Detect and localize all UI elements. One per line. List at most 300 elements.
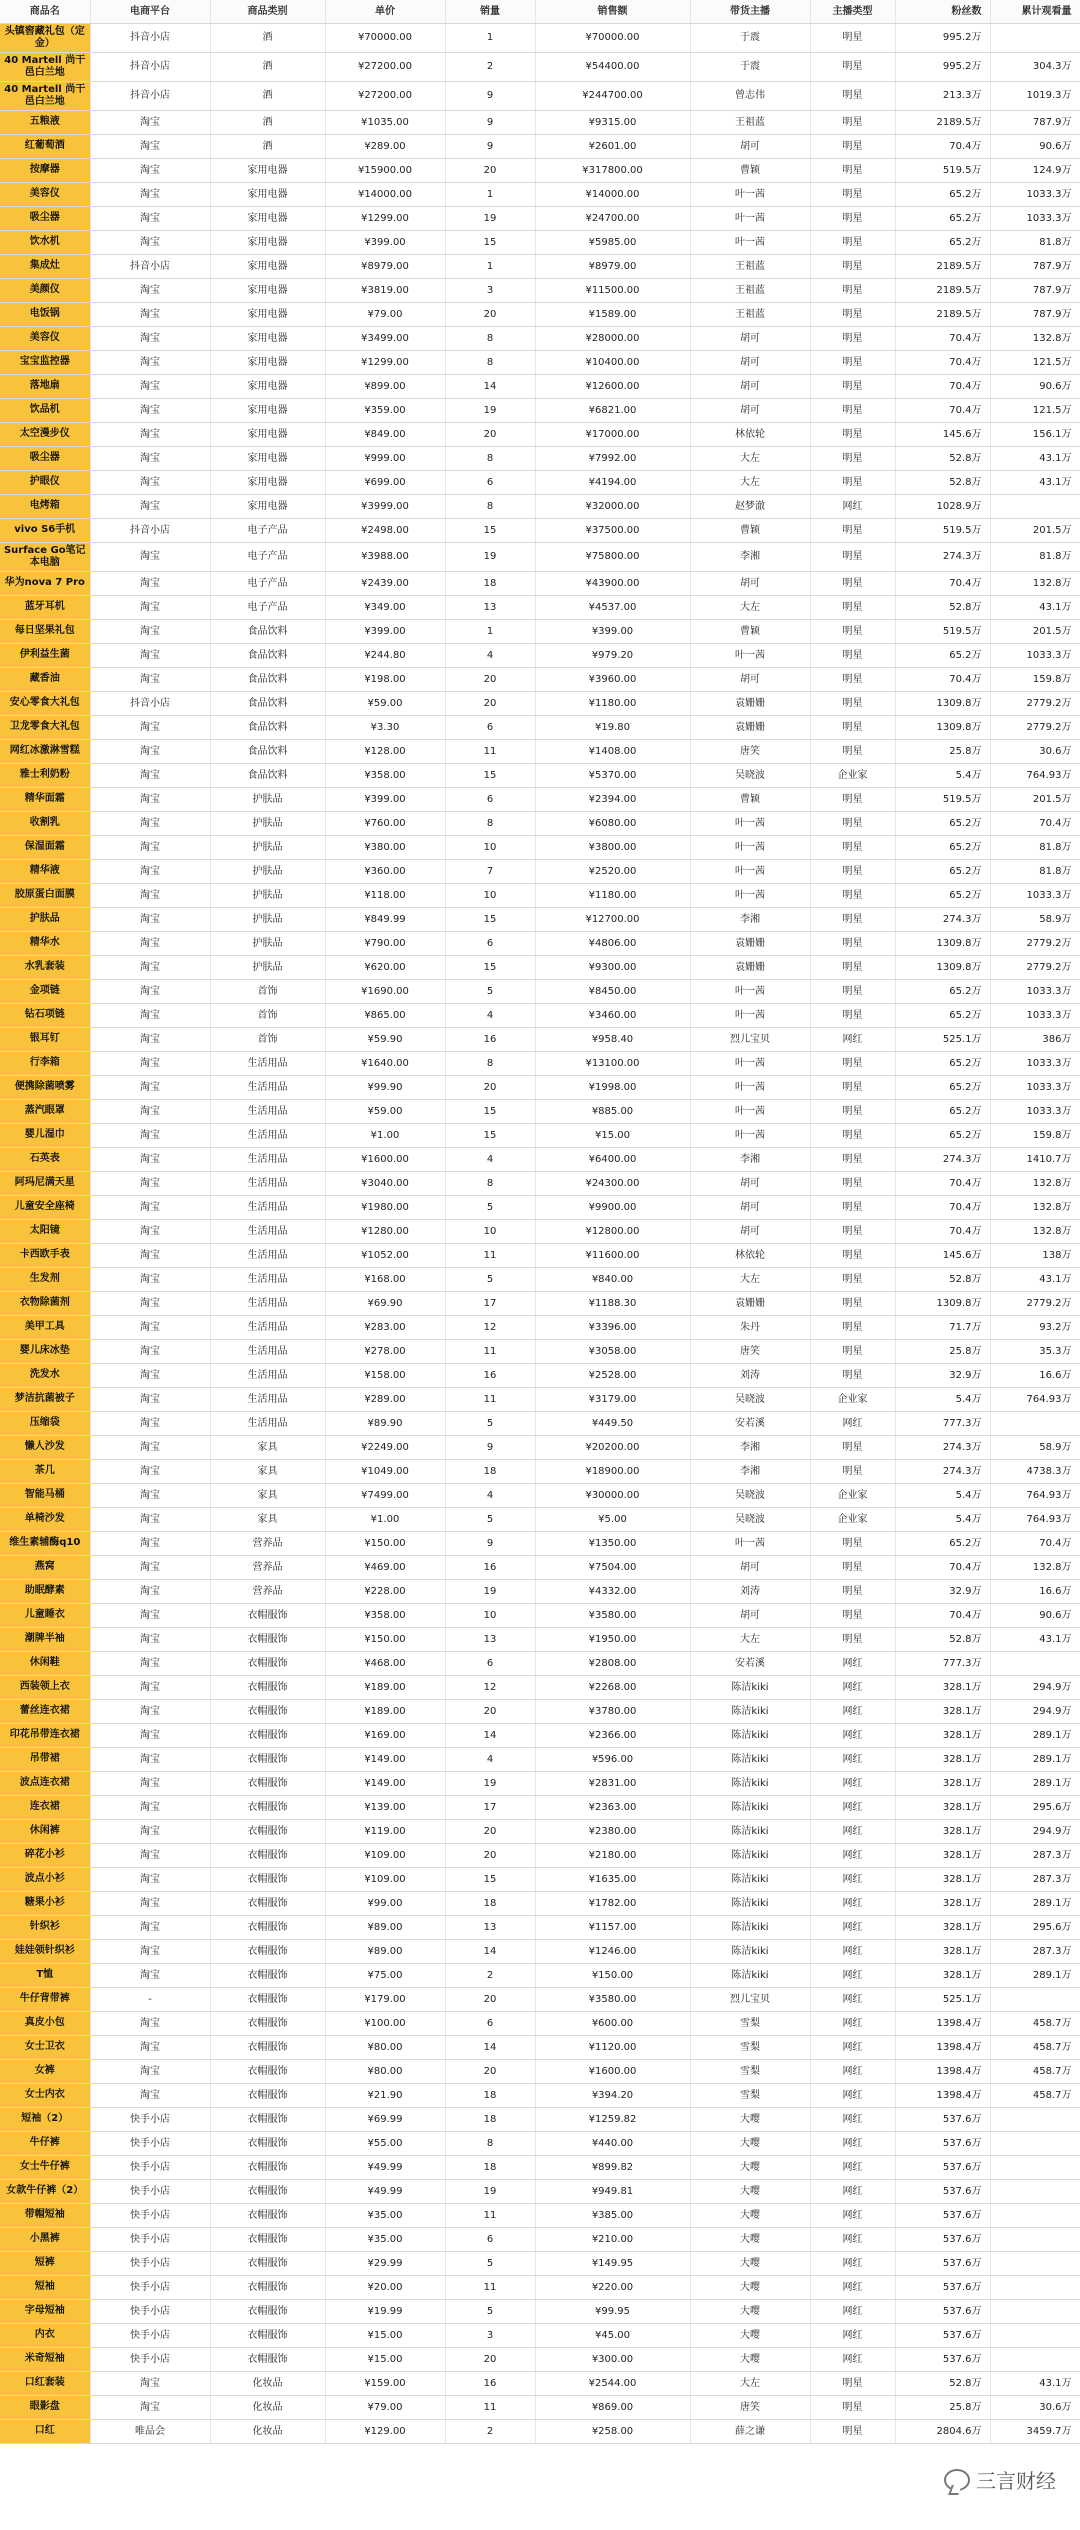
cell-price: ¥99.90 bbox=[325, 1075, 445, 1099]
cell-category: 家用电器 bbox=[210, 350, 325, 374]
cell-revenue: ¥2366.00 bbox=[535, 1723, 690, 1747]
cell-total-views bbox=[990, 2323, 1080, 2347]
cell-followers: 5.4万 bbox=[895, 1483, 990, 1507]
cell-category: 家用电器 bbox=[210, 206, 325, 230]
cell-total-views: 90.6万 bbox=[990, 374, 1080, 398]
cell-streamer-type: 网红 bbox=[810, 1675, 895, 1699]
cell-name: 蕾丝连衣裙 bbox=[0, 1699, 90, 1723]
cell-streamer: 李湘 bbox=[690, 542, 810, 571]
cell-platform: 快手小店 bbox=[90, 2203, 210, 2227]
cell-streamer: 吴晓波 bbox=[690, 763, 810, 787]
cell-streamer: 吴晓波 bbox=[690, 1387, 810, 1411]
cell-name: 美容仪 bbox=[0, 182, 90, 206]
cell-revenue: ¥2831.00 bbox=[535, 1771, 690, 1795]
cell-streamer: 大嘤 bbox=[690, 2203, 810, 2227]
cell-category: 生活用品 bbox=[210, 1411, 325, 1435]
cell-total-views: 90.6万 bbox=[990, 134, 1080, 158]
cell-total-views: 43.1万 bbox=[990, 1627, 1080, 1651]
cell-sales: 13 bbox=[445, 1915, 535, 1939]
cell-total-views: 81.8万 bbox=[990, 859, 1080, 883]
table-row bbox=[0, 1171, 1080, 1195]
cell-streamer-type: 明星 bbox=[810, 1267, 895, 1291]
cell-followers: 32.9万 bbox=[895, 1579, 990, 1603]
cell-category: 食品饮料 bbox=[210, 619, 325, 643]
cell-platform: 淘宝 bbox=[90, 1915, 210, 1939]
cell-name: 护眼仪 bbox=[0, 470, 90, 494]
cell-sales: 20 bbox=[445, 691, 535, 715]
cell-revenue: ¥949.81 bbox=[535, 2179, 690, 2203]
cell-price: ¥1299.00 bbox=[325, 206, 445, 230]
cell-name: 行李箱 bbox=[0, 1051, 90, 1075]
cell-price: ¥128.00 bbox=[325, 739, 445, 763]
table-row bbox=[0, 1411, 1080, 1435]
cell-streamer: 胡可 bbox=[690, 374, 810, 398]
cell-price: ¥80.00 bbox=[325, 2059, 445, 2083]
cell-followers: 328.1万 bbox=[895, 1675, 990, 1699]
cell-streamer: 曹颖 bbox=[690, 518, 810, 542]
cell-streamer: 叶一茜 bbox=[690, 182, 810, 206]
cell-price: ¥27200.00 bbox=[325, 81, 445, 110]
cell-price: ¥3999.00 bbox=[325, 494, 445, 518]
cell-followers: 213.3万 bbox=[895, 81, 990, 110]
cell-streamer: 胡可 bbox=[690, 398, 810, 422]
cell-total-views: 304.3万 bbox=[990, 52, 1080, 81]
cell-streamer: 袁姗姗 bbox=[690, 1291, 810, 1315]
cell-sales: 15 bbox=[445, 763, 535, 787]
cell-name: 小黑裤 bbox=[0, 2227, 90, 2251]
cell-name: 落地扇 bbox=[0, 374, 90, 398]
cell-sales: 8 bbox=[445, 446, 535, 470]
cell-sales: 16 bbox=[445, 1027, 535, 1051]
cell-name: 牛仔背带裤 bbox=[0, 1987, 90, 2011]
cell-platform: 抖音小店 bbox=[90, 23, 210, 52]
cell-streamer-type: 明星 bbox=[810, 1363, 895, 1387]
cell-platform: 淘宝 bbox=[90, 2083, 210, 2107]
cell-price: ¥49.99 bbox=[325, 2155, 445, 2179]
cell-streamer: 唐笑 bbox=[690, 2395, 810, 2419]
cell-name: T恤 bbox=[0, 1963, 90, 1987]
cell-streamer-type: 明星 bbox=[810, 110, 895, 134]
cell-price: ¥283.00 bbox=[325, 1315, 445, 1339]
cell-revenue: ¥30000.00 bbox=[535, 1483, 690, 1507]
cell-streamer: 刘涛 bbox=[690, 1363, 810, 1387]
cell-price: ¥3988.00 bbox=[325, 542, 445, 571]
cell-name: 华为nova 7 Pro bbox=[0, 571, 90, 595]
cell-streamer-type: 明星 bbox=[810, 715, 895, 739]
cell-revenue: ¥4537.00 bbox=[535, 595, 690, 619]
cell-name: 卫龙零食大礼包 bbox=[0, 715, 90, 739]
cell-platform: 淘宝 bbox=[90, 1507, 210, 1531]
cell-followers: 525.1万 bbox=[895, 1027, 990, 1051]
cell-platform: 淘宝 bbox=[90, 1147, 210, 1171]
table-row bbox=[0, 787, 1080, 811]
cell-revenue: ¥4332.00 bbox=[535, 1579, 690, 1603]
cell-revenue: ¥979.20 bbox=[535, 643, 690, 667]
table-row bbox=[0, 2419, 1080, 2443]
table-row bbox=[0, 1387, 1080, 1411]
cell-sales: 4 bbox=[445, 1483, 535, 1507]
cell-streamer: 王祖蓝 bbox=[690, 254, 810, 278]
cell-streamer: 叶一茜 bbox=[690, 811, 810, 835]
cell-revenue: ¥840.00 bbox=[535, 1267, 690, 1291]
cell-category: 衣帽服饰 bbox=[210, 2059, 325, 2083]
cell-sales: 15 bbox=[445, 955, 535, 979]
cell-platform: 快手小店 bbox=[90, 2323, 210, 2347]
cell-followers: 65.2万 bbox=[895, 206, 990, 230]
cell-price: ¥20.00 bbox=[325, 2275, 445, 2299]
cell-followers: 65.2万 bbox=[895, 859, 990, 883]
cell-category: 衣帽服饰 bbox=[210, 1723, 325, 1747]
cell-category: 家用电器 bbox=[210, 230, 325, 254]
cell-price: ¥358.00 bbox=[325, 763, 445, 787]
cell-sales: 14 bbox=[445, 374, 535, 398]
cell-name: 梦洁抗菌被子 bbox=[0, 1387, 90, 1411]
cell-platform: 淘宝 bbox=[90, 1843, 210, 1867]
cell-streamer-type: 网红 bbox=[810, 1843, 895, 1867]
cell-platform: 淘宝 bbox=[90, 1051, 210, 1075]
cell-name: 儿童安全座椅 bbox=[0, 1195, 90, 1219]
table-row bbox=[0, 595, 1080, 619]
cell-followers: 1309.8万 bbox=[895, 1291, 990, 1315]
cell-total-views bbox=[990, 1411, 1080, 1435]
cell-price: ¥189.00 bbox=[325, 1675, 445, 1699]
cell-followers: 274.3万 bbox=[895, 1435, 990, 1459]
cell-name: 西装领上衣 bbox=[0, 1675, 90, 1699]
cell-platform: 淘宝 bbox=[90, 1555, 210, 1579]
cell-name: 钻石项链 bbox=[0, 1003, 90, 1027]
cell-name: 吊带裙 bbox=[0, 1747, 90, 1771]
cell-sales: 8 bbox=[445, 326, 535, 350]
cell-followers: 52.8万 bbox=[895, 595, 990, 619]
cell-streamer-type: 明星 bbox=[810, 1459, 895, 1483]
cell-name: 牛仔裤 bbox=[0, 2131, 90, 2155]
cell-platform: 淘宝 bbox=[90, 1795, 210, 1819]
cell-followers: 2804.6万 bbox=[895, 2419, 990, 2443]
table-row bbox=[0, 1315, 1080, 1339]
cell-price: ¥15.00 bbox=[325, 2323, 445, 2347]
cell-price: ¥14000.00 bbox=[325, 182, 445, 206]
cell-total-views: 1033.3万 bbox=[990, 643, 1080, 667]
cell-sales: 5 bbox=[445, 1507, 535, 1531]
cell-platform: 淘宝 bbox=[90, 1627, 210, 1651]
cell-streamer-type: 网红 bbox=[810, 1819, 895, 1843]
cell-streamer: 袁姗姗 bbox=[690, 931, 810, 955]
cell-name: 头镇窖藏礼包（定金） bbox=[0, 23, 90, 52]
cell-price: ¥29.99 bbox=[325, 2251, 445, 2275]
cell-price: ¥1600.00 bbox=[325, 1147, 445, 1171]
cell-revenue: ¥3580.00 bbox=[535, 1603, 690, 1627]
cell-streamer-type: 企业家 bbox=[810, 763, 895, 787]
cell-platform: 淘宝 bbox=[90, 1003, 210, 1027]
table-row bbox=[0, 1027, 1080, 1051]
cell-sales: 3 bbox=[445, 2323, 535, 2347]
cell-streamer-type: 网红 bbox=[810, 2227, 895, 2251]
cell-platform: 抖音小店 bbox=[90, 81, 210, 110]
cell-price: ¥27200.00 bbox=[325, 52, 445, 81]
cell-revenue: ¥43900.00 bbox=[535, 571, 690, 595]
cell-followers: 519.5万 bbox=[895, 619, 990, 643]
cell-followers: 537.6万 bbox=[895, 2107, 990, 2131]
cell-category: 护肤品 bbox=[210, 955, 325, 979]
cell-sales: 19 bbox=[445, 2179, 535, 2203]
cell-revenue: ¥5370.00 bbox=[535, 763, 690, 787]
cell-category: 家具 bbox=[210, 1507, 325, 1531]
cell-category: 生活用品 bbox=[210, 1099, 325, 1123]
cell-streamer-type: 网红 bbox=[810, 2203, 895, 2227]
cell-platform: 淘宝 bbox=[90, 134, 210, 158]
table-row bbox=[0, 422, 1080, 446]
cell-streamer-type: 明星 bbox=[810, 643, 895, 667]
cell-total-views bbox=[990, 2179, 1080, 2203]
cell-total-views: 93.2万 bbox=[990, 1315, 1080, 1339]
cell-name: 美容仪 bbox=[0, 326, 90, 350]
table-row bbox=[0, 2227, 1080, 2251]
cell-sales: 10 bbox=[445, 835, 535, 859]
cell-platform: 淘宝 bbox=[90, 230, 210, 254]
cell-platform: 淘宝 bbox=[90, 2059, 210, 2083]
cell-streamer-type: 明星 bbox=[810, 254, 895, 278]
cell-price: ¥109.00 bbox=[325, 1843, 445, 1867]
table-row bbox=[0, 1867, 1080, 1891]
table-row bbox=[0, 2347, 1080, 2371]
cell-name: 40 Martell 尚干邑白兰地 bbox=[0, 52, 90, 81]
cell-revenue: ¥258.00 bbox=[535, 2419, 690, 2443]
cell-followers: 52.8万 bbox=[895, 1267, 990, 1291]
cell-sales: 12 bbox=[445, 1675, 535, 1699]
cell-sales: 15 bbox=[445, 518, 535, 542]
cell-price: ¥380.00 bbox=[325, 835, 445, 859]
cell-total-views: 764.93万 bbox=[990, 1387, 1080, 1411]
cell-category: 生活用品 bbox=[210, 1075, 325, 1099]
cell-total-views: 4738.3万 bbox=[990, 1459, 1080, 1483]
cell-platform: 淘宝 bbox=[90, 1651, 210, 1675]
cell-sales: 16 bbox=[445, 1363, 535, 1387]
cell-category: 衣帽服饰 bbox=[210, 1891, 325, 1915]
cell-platform: 快手小店 bbox=[90, 2299, 210, 2323]
cell-followers: 328.1万 bbox=[895, 1939, 990, 1963]
cell-followers: 995.2万 bbox=[895, 52, 990, 81]
table-row bbox=[0, 667, 1080, 691]
cell-streamer: 雪梨 bbox=[690, 2083, 810, 2107]
cell-total-views: 1033.3万 bbox=[990, 979, 1080, 1003]
cell-revenue: ¥75800.00 bbox=[535, 542, 690, 571]
cell-name: 字母短袖 bbox=[0, 2299, 90, 2323]
cell-followers: 537.6万 bbox=[895, 2131, 990, 2155]
cell-streamer: 陈洁kiki bbox=[690, 1915, 810, 1939]
cell-platform: 淘宝 bbox=[90, 1195, 210, 1219]
cell-category: 生活用品 bbox=[210, 1147, 325, 1171]
cell-platform: 淘宝 bbox=[90, 1075, 210, 1099]
cell-revenue: ¥13100.00 bbox=[535, 1051, 690, 1075]
cell-streamer-type: 明星 bbox=[810, 1627, 895, 1651]
cell-price: ¥620.00 bbox=[325, 955, 445, 979]
cell-sales: 20 bbox=[445, 158, 535, 182]
cell-total-views bbox=[990, 2203, 1080, 2227]
cell-streamer: 大嘤 bbox=[690, 2155, 810, 2179]
cell-price: ¥99.00 bbox=[325, 1891, 445, 1915]
cell-name: 助眠酵素 bbox=[0, 1579, 90, 1603]
cell-category: 家具 bbox=[210, 1435, 325, 1459]
table-row bbox=[0, 2371, 1080, 2395]
table-row bbox=[0, 2011, 1080, 2035]
cell-streamer-type: 明星 bbox=[810, 518, 895, 542]
cell-streamer-type: 明星 bbox=[810, 835, 895, 859]
cell-streamer: 曹颖 bbox=[690, 158, 810, 182]
cell-streamer: 陈洁kiki bbox=[690, 1699, 810, 1723]
cell-streamer-type: 明星 bbox=[810, 1579, 895, 1603]
cell-name: 40 Martell 尚干邑白兰地 bbox=[0, 81, 90, 110]
table-row bbox=[0, 1891, 1080, 1915]
cell-sales: 16 bbox=[445, 2371, 535, 2395]
cell-platform: 快手小店 bbox=[90, 2227, 210, 2251]
cell-sales: 11 bbox=[445, 2203, 535, 2227]
cell-followers: 777.3万 bbox=[895, 1651, 990, 1675]
cell-sales: 19 bbox=[445, 1771, 535, 1795]
cell-category: 衣帽服饰 bbox=[210, 2179, 325, 2203]
cell-revenue: ¥54400.00 bbox=[535, 52, 690, 81]
cell-followers: 65.2万 bbox=[895, 883, 990, 907]
cell-name: 女士牛仔裤 bbox=[0, 2155, 90, 2179]
cell-streamer-type: 网红 bbox=[810, 1699, 895, 1723]
cell-sales: 20 bbox=[445, 422, 535, 446]
cell-streamer: 陈洁kiki bbox=[690, 1939, 810, 1963]
cell-name: 电烤箱 bbox=[0, 494, 90, 518]
cell-name: 内衣 bbox=[0, 2323, 90, 2347]
cell-revenue: ¥7504.00 bbox=[535, 1555, 690, 1579]
cell-category: 衣帽服饰 bbox=[210, 2011, 325, 2035]
cell-category: 首饰 bbox=[210, 1027, 325, 1051]
cell-followers: 71.7万 bbox=[895, 1315, 990, 1339]
cell-sales: 18 bbox=[445, 2155, 535, 2179]
cell-price: ¥349.00 bbox=[325, 595, 445, 619]
cell-price: ¥228.00 bbox=[325, 1579, 445, 1603]
cell-total-views bbox=[990, 2227, 1080, 2251]
cell-revenue: ¥3580.00 bbox=[535, 1987, 690, 2011]
cell-sales: 6 bbox=[445, 787, 535, 811]
cell-followers: 25.8万 bbox=[895, 1339, 990, 1363]
cell-platform: 淘宝 bbox=[90, 1819, 210, 1843]
cell-price: ¥790.00 bbox=[325, 931, 445, 955]
cell-streamer-type: 明星 bbox=[810, 350, 895, 374]
cell-streamer-type: 明星 bbox=[810, 302, 895, 326]
cell-total-views: 58.9万 bbox=[990, 1435, 1080, 1459]
cell-sales: 11 bbox=[445, 1339, 535, 1363]
table-body bbox=[0, 23, 1080, 2443]
cell-sales: 19 bbox=[445, 1579, 535, 1603]
cell-total-views: 458.7万 bbox=[990, 2011, 1080, 2035]
header-row bbox=[0, 0, 1080, 23]
cell-total-views: 132.8万 bbox=[990, 326, 1080, 350]
watermark bbox=[938, 2463, 1062, 2496]
cell-revenue: ¥1188.30 bbox=[535, 1291, 690, 1315]
cell-category: 衣帽服饰 bbox=[210, 2251, 325, 2275]
table-row bbox=[0, 2083, 1080, 2107]
cell-followers: 70.4万 bbox=[895, 326, 990, 350]
cell-category: 电子产品 bbox=[210, 571, 325, 595]
cell-price: ¥35.00 bbox=[325, 2203, 445, 2227]
cell-streamer-type: 明星 bbox=[810, 1603, 895, 1627]
cell-name: 精华面霜 bbox=[0, 787, 90, 811]
cell-followers: 537.6万 bbox=[895, 2155, 990, 2179]
cell-category: 化妆品 bbox=[210, 2371, 325, 2395]
cell-platform: 淘宝 bbox=[90, 494, 210, 518]
cell-category: 衣帽服饰 bbox=[210, 1963, 325, 1987]
cell-sales: 8 bbox=[445, 2131, 535, 2155]
cell-total-views: 295.6万 bbox=[990, 1915, 1080, 1939]
cell-revenue: ¥2544.00 bbox=[535, 2371, 690, 2395]
cell-streamer-type: 明星 bbox=[810, 1435, 895, 1459]
cell-followers: 65.2万 bbox=[895, 1003, 990, 1027]
cell-category: 食品饮料 bbox=[210, 763, 325, 787]
cell-followers: 328.1万 bbox=[895, 1819, 990, 1843]
cell-platform: 淘宝 bbox=[90, 1963, 210, 1987]
cell-name: 波点连衣裙 bbox=[0, 1771, 90, 1795]
cell-category: 家用电器 bbox=[210, 254, 325, 278]
cell-streamer: 雪梨 bbox=[690, 2035, 810, 2059]
cell-name: 护肤品 bbox=[0, 907, 90, 931]
cell-revenue: ¥1782.00 bbox=[535, 1891, 690, 1915]
table-row bbox=[0, 1459, 1080, 1483]
cell-streamer: 叶一茜 bbox=[690, 979, 810, 1003]
cell-sales: 8 bbox=[445, 1051, 535, 1075]
cell-total-views: 201.5万 bbox=[990, 518, 1080, 542]
cell-platform: 唯品会 bbox=[90, 2419, 210, 2443]
cell-followers: 70.4万 bbox=[895, 398, 990, 422]
cell-platform: 快手小店 bbox=[90, 2275, 210, 2299]
cell-category: 衣帽服饰 bbox=[210, 1939, 325, 1963]
cell-sales: 8 bbox=[445, 494, 535, 518]
cell-followers: 2189.5万 bbox=[895, 278, 990, 302]
cell-revenue: ¥28000.00 bbox=[535, 326, 690, 350]
table-row bbox=[0, 2179, 1080, 2203]
cell-price: ¥278.00 bbox=[325, 1339, 445, 1363]
cell-total-views: 787.9万 bbox=[990, 302, 1080, 326]
cell-category: 衣帽服饰 bbox=[210, 1651, 325, 1675]
cell-name: 蒸汽眼罩 bbox=[0, 1099, 90, 1123]
cell-category: 衣帽服饰 bbox=[210, 1603, 325, 1627]
cell-streamer-type: 明星 bbox=[810, 571, 895, 595]
cell-total-views: 156.1万 bbox=[990, 422, 1080, 446]
cell-name: 短裤 bbox=[0, 2251, 90, 2275]
cell-price: ¥168.00 bbox=[325, 1267, 445, 1291]
cell-followers: 1398.4万 bbox=[895, 2083, 990, 2107]
table-row bbox=[0, 2299, 1080, 2323]
header-platform: 电商平台 bbox=[90, 0, 210, 23]
cell-category: 电子产品 bbox=[210, 542, 325, 571]
cell-name: 带帽短袖 bbox=[0, 2203, 90, 2227]
table-row bbox=[0, 1123, 1080, 1147]
table-row bbox=[0, 81, 1080, 110]
cell-category: 生活用品 bbox=[210, 1243, 325, 1267]
cell-sales: 18 bbox=[445, 1459, 535, 1483]
cell-sales: 9 bbox=[445, 1531, 535, 1555]
table-row bbox=[0, 2395, 1080, 2419]
cell-category: 家用电器 bbox=[210, 374, 325, 398]
cell-total-views: 58.9万 bbox=[990, 907, 1080, 931]
table-row bbox=[0, 1267, 1080, 1291]
cell-name: 懒人沙发 bbox=[0, 1435, 90, 1459]
cell-price: ¥1690.00 bbox=[325, 979, 445, 1003]
cell-sales: 15 bbox=[445, 230, 535, 254]
table-row bbox=[0, 1939, 1080, 1963]
table-row bbox=[0, 52, 1080, 81]
table-row bbox=[0, 230, 1080, 254]
cell-category: 酒 bbox=[210, 134, 325, 158]
cell-platform: 淘宝 bbox=[90, 1891, 210, 1915]
cell-streamer: 大嘤 bbox=[690, 2179, 810, 2203]
cell-platform: 淘宝 bbox=[90, 883, 210, 907]
cell-name: 精华水 bbox=[0, 931, 90, 955]
